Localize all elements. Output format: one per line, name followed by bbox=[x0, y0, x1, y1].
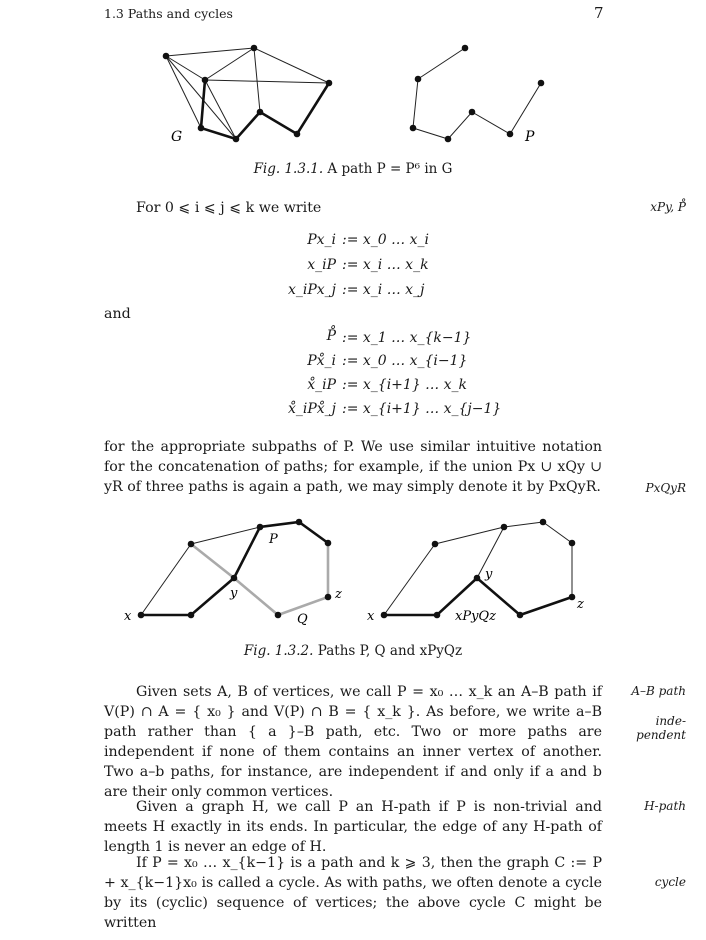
margin-note-PxQyR: PxQyR bbox=[645, 481, 686, 495]
path-P-edges bbox=[413, 48, 541, 139]
eq4-rhs: := x_1 … x_{k−1} bbox=[342, 330, 472, 346]
eq6-lhs: x̊_iP bbox=[307, 377, 336, 393]
label-xPyQz: xPyQz bbox=[455, 609, 496, 624]
running-head: 1.3 Paths and cycles bbox=[104, 6, 233, 21]
label-P: P bbox=[525, 129, 535, 145]
eq3-lhs: x_iPx_j bbox=[287, 282, 336, 298]
label-z-left: z bbox=[335, 587, 342, 602]
eq2-rhs: := x_i … x_k bbox=[342, 257, 429, 273]
label-x-left: x bbox=[124, 609, 132, 624]
intro-line: For 0 ⩽ i ⩽ j ⩽ k we write bbox=[136, 200, 322, 216]
paragraph-cycle: If P = x₀ … x_{k−1} is a path and k ⩾ 3, then the graph C := P + x_{k−1}x₀ is called a cycle. As with paths, we often denote a cycle by its (cyclic) sequence of vertices; the above cycle C might be written bbox=[104, 855, 602, 931]
right-graph-edges bbox=[384, 522, 572, 615]
figure-1-3-1 bbox=[0, 0, 706, 160]
label-y-right: y bbox=[485, 567, 493, 582]
margin-note-xPy: xPy, P̊ bbox=[650, 200, 686, 214]
eq1-rhs: := x_0 … x_i bbox=[342, 232, 429, 248]
figure-1-number: Fig. 1.3.1. bbox=[253, 161, 324, 177]
figure-1-3-2 bbox=[0, 505, 706, 635]
label-G: G bbox=[171, 129, 183, 145]
paragraph-subpaths: for the appropriate subpaths of P. We use similar intuitive notation for the concatenation of paths; for example, if the union Px ∪ xQy ∪ yR of three paths is again a path, we may simply denote it by PxQyR. bbox=[104, 439, 602, 495]
eq4-lhs: P̊ bbox=[326, 328, 336, 344]
figure-2-caption-text: Paths P, Q and xPyQz bbox=[317, 643, 463, 659]
eq5-lhs: Px̊_i bbox=[307, 353, 336, 369]
margin-note-H-path: H-path bbox=[644, 799, 686, 813]
left-graph-edges bbox=[141, 527, 260, 615]
eq1-lhs: Px_i bbox=[307, 232, 336, 248]
path-P-vertices bbox=[410, 45, 545, 143]
and-word: and bbox=[104, 306, 131, 322]
page-number: 7 bbox=[594, 4, 604, 22]
figure-1-caption bbox=[104, 161, 602, 177]
eq6-rhs: := x_{i+1} … x_k bbox=[342, 377, 468, 393]
figure-2-number: Fig. 1.3.2. bbox=[243, 643, 314, 659]
eq3-rhs: := x_i … x_j bbox=[342, 282, 425, 298]
paragraph-H-path: Given a graph H, we call P an H-path if P is non-trivial and meets H exactly in its ends. In particular, the edge of any H-path of length 1 is never an edge of H. bbox=[104, 799, 602, 855]
figure-2-caption bbox=[104, 643, 602, 659]
eq2-lhs: x_iP bbox=[307, 257, 336, 273]
figure-1-caption-text: A path P = P⁶ in G bbox=[327, 161, 453, 177]
margin-note-AB-path: A–B path bbox=[631, 684, 686, 698]
margin-note-independent-2: pendent bbox=[636, 728, 686, 742]
eq7-rhs: := x_{i+1} … x_{j−1} bbox=[342, 401, 502, 417]
paragraph-AB-path: Given sets A, B of vertices, we call P = x₀ … x_k an A–B path if V(P) ∩ A = { x₀ } and V(P) ∩ B = { x_k }. As before, we write a–B path rather than { a }–B path, etc. Two or more paths are independent if none of them contains an inner vertex of another. Two a–b paths, for instance, are independent if and only if a and b are their only common vertices. bbox=[104, 684, 602, 800]
eq7-lhs: x̊_iPx̊_j bbox=[287, 401, 336, 417]
label-z-right: z bbox=[577, 597, 584, 612]
path-Q bbox=[191, 543, 328, 615]
label-y-left: y bbox=[230, 586, 238, 601]
eq5-rhs: := x_0 … x_{i−1} bbox=[342, 353, 468, 369]
label-x-right: x bbox=[367, 609, 375, 624]
margin-note-independent-1: inde- bbox=[655, 714, 686, 728]
margin-note-cycle: cycle bbox=[654, 875, 686, 889]
path-P bbox=[141, 522, 328, 615]
label-Q-fig2: Q bbox=[297, 612, 308, 627]
label-P-fig2: P bbox=[269, 532, 278, 547]
